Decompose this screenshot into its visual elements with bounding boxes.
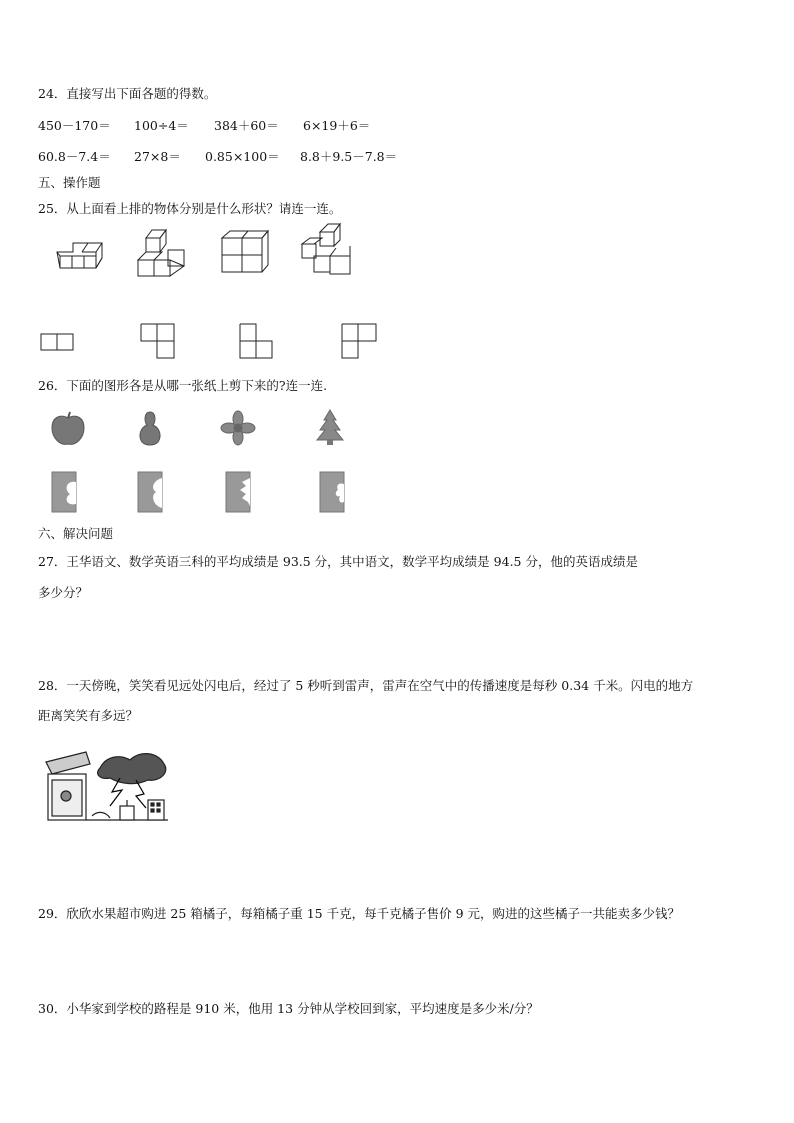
gourd-cutout-icon	[134, 408, 166, 448]
q24-eq-6: 27×8＝	[134, 149, 181, 164]
cube-figure-4	[300, 222, 356, 278]
q26-title: 26．下面的图形各是从哪一张纸上剪下来的?连一连.	[38, 378, 328, 393]
section-5-heading: 五、操作题	[38, 175, 101, 190]
q24-eq-7: 0.85×100＝	[205, 149, 280, 164]
q24-eq-4: 6×19＋6＝	[303, 118, 371, 133]
q24-title: 24．直接写出下面各题的得数。	[38, 86, 217, 101]
flower-cutout-icon	[220, 410, 256, 446]
q28-line-2: 距离笑笑有多远？	[38, 708, 139, 723]
apple-cutout-icon	[48, 410, 88, 450]
lightning-scene-image	[40, 742, 170, 822]
cube-figure-1	[52, 238, 104, 278]
q30-text: 30．小华家到学校的路程是 910 米，他用 13 分钟从学校回到家，平均速度是多少米/分？	[38, 1001, 539, 1016]
q24-eq-3: 384＋60＝	[214, 118, 279, 133]
q24-eq-1: 450－170＝	[38, 118, 111, 133]
q28-line-1: 28．一天傍晚，笑笑看见远处闪电后，经过了 5 秒听到雷声，雷声在空气中的传播速度是每秒 0.34 千米。闪电的地方	[38, 678, 694, 693]
top-view-shape-2	[140, 322, 180, 362]
section-6-heading: 六、解决问题	[38, 526, 114, 541]
q29-text: 29．欣欣水果超市购进 25 箱橘子，每箱橘子重 15 千克，每千克橘子售价 9 元，购进的这些橘子一共能卖多少钱？	[38, 906, 681, 921]
paper-2-icon	[134, 468, 168, 514]
top-view-shape-1	[40, 332, 76, 354]
cube-figure-3	[218, 228, 270, 276]
top-view-shape-4	[340, 322, 380, 362]
q25-title: 25．从上面看上排的物体分别是什么形状？请连一连。	[38, 201, 342, 216]
paper-1-icon	[48, 468, 82, 514]
q24-eq-5: 60.8－7.4＝	[38, 149, 111, 164]
paper-3-icon	[222, 468, 256, 514]
q24-eq-2: 100÷4＝	[134, 118, 189, 133]
paper-4-icon	[316, 468, 350, 514]
q24-eq-8: 8.8＋9.5－7.8＝	[300, 149, 398, 164]
q27-line-1: 27．王华语文、数学英语三科的平均成绩是 93.5 分，其中语文，数学平均成绩是 94.5 分，他的英语成绩是	[38, 554, 638, 569]
q27-line-2: 多少分？	[38, 585, 89, 600]
tree-cutout-icon	[314, 408, 346, 448]
top-view-shape-3	[238, 322, 278, 362]
cube-figure-2	[134, 226, 190, 278]
